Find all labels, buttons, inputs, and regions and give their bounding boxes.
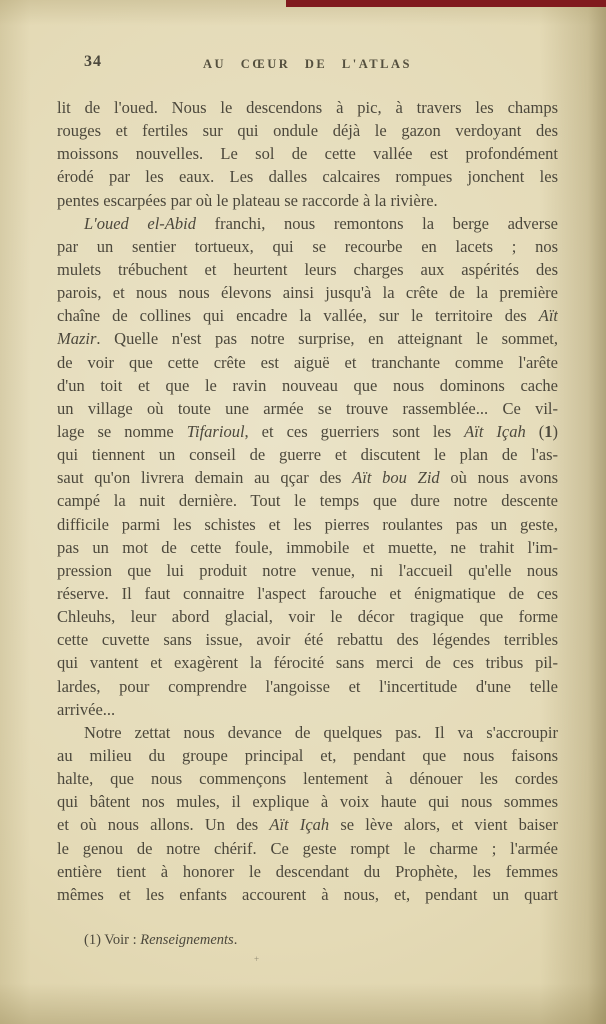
text-line: le genou de notre chérif. Ce geste rompt le charme ; l'armée <box>57 838 558 858</box>
text-line: mêmes et les enfants accourent à nous, et, pendant un quart <box>57 884 558 904</box>
text-line: halte, que nous commençons lentement à dénouer les cordes <box>57 769 558 789</box>
text-line: au milieu du groupe principal et, pendant que nous faisons <box>57 745 558 765</box>
text-line: qui vantent et exagèrent la férocité sans merci de ces tribus pil- <box>57 653 558 673</box>
text-line: lit de l'oued. Nous le descendons à pic, à travers les champs <box>57 98 558 117</box>
page-number: 34 <box>84 53 102 70</box>
text-line: d'un toit et que le ravin nouveau que nous dominons cache <box>57 375 558 395</box>
text-line: arrivée... <box>57 699 116 719</box>
text-line: lage se nomme Tifarioul, et ces guerriers sont les Aït Içah (1) <box>57 421 558 441</box>
text-line: parois, et nous nous élevons ainsi jusqu'à la crête de la première <box>57 283 558 303</box>
text-line: qui bâtent nos mules, il explique à voix haute qui nous sommes <box>57 792 558 812</box>
text-line: mulets trébuchent et heurtent leurs charges aux aspérités des <box>57 259 558 279</box>
footnote: (1) Voir : Renseignements. <box>84 932 238 948</box>
text-line: campé la nuit dernière. Tout le temps que dure notre descente <box>57 491 558 511</box>
text-line: pentes escarpées par où le plateau se raccorde à la rivière. <box>57 190 438 210</box>
text-line: érodé par les eaux. Les dalles calcaires rompues jonchent les <box>57 167 558 187</box>
text-line: rouges et fertiles sur qui ondule déjà le gazon verdoyant des <box>57 121 558 141</box>
text-line: lardes, pour comprendre l'angoisse et l'incertitude d'une telle <box>57 676 558 696</box>
text-line: qui tiennent un conseil de guerre et discutent le plan de l'as- <box>57 445 558 465</box>
text-line: cette cuvette sans issue, avoir été rebattu des légendes terribles <box>57 630 558 650</box>
running-title: AU CŒUR DE L'ATLAS <box>203 57 412 71</box>
text-line: et où nous allons. Un des Aït Içah se lève alors, et vient baiser <box>57 815 558 835</box>
text-line: Chleuhs, leur abord glacial, voir le décor tragique que forme <box>57 607 558 627</box>
text-line: réserve. Il faut connaitre l'aspect farouche et énigmatique de ces <box>57 583 558 603</box>
text-line: pas un mot de cette foule, immobile et muette, ne trahit l'im- <box>57 537 558 557</box>
text-line: chaîne de collines qui encadre la vallée, sur le territoire des Aït <box>57 306 558 326</box>
text-line: saut qu'on livrera demain au qçar des Aït bou Zid où nous avons <box>57 468 558 488</box>
text-line: de voir que cette crête est aiguë et tranchante comme l'arête <box>57 352 558 372</box>
text-line: pression que lui produit notre venue, ni l'accueil qu'elle nous <box>57 560 558 580</box>
top-edge-red-bar <box>286 0 606 7</box>
text-line: un village où toute une armée se trouve rassemblée... Ce vil- <box>57 398 558 418</box>
body-text <box>57 96 558 906</box>
text-line: entière tient à honorer le descendant du Prophète, les femmes <box>57 861 558 881</box>
text-line: L'oued el-Abid franchi, nous remontons la berge adverse <box>84 213 558 233</box>
text-line: moissons nouvelles. Le sol de cette vallée est profondément <box>57 144 558 164</box>
text-line: Notre zettat nous devance de quelques pas. Il va s'accroupir <box>84 722 558 742</box>
text-line: Mazir. Quelle n'est pas notre surprise, en atteignant le sommet, <box>57 329 558 349</box>
text-line: par un sentier tortueux, qui se recourbe en lacets ; nos <box>57 236 558 256</box>
text-line: difficile parmi les schistes et les pierres roulantes pas un geste, <box>57 514 558 534</box>
printer-mark: + <box>254 954 260 964</box>
